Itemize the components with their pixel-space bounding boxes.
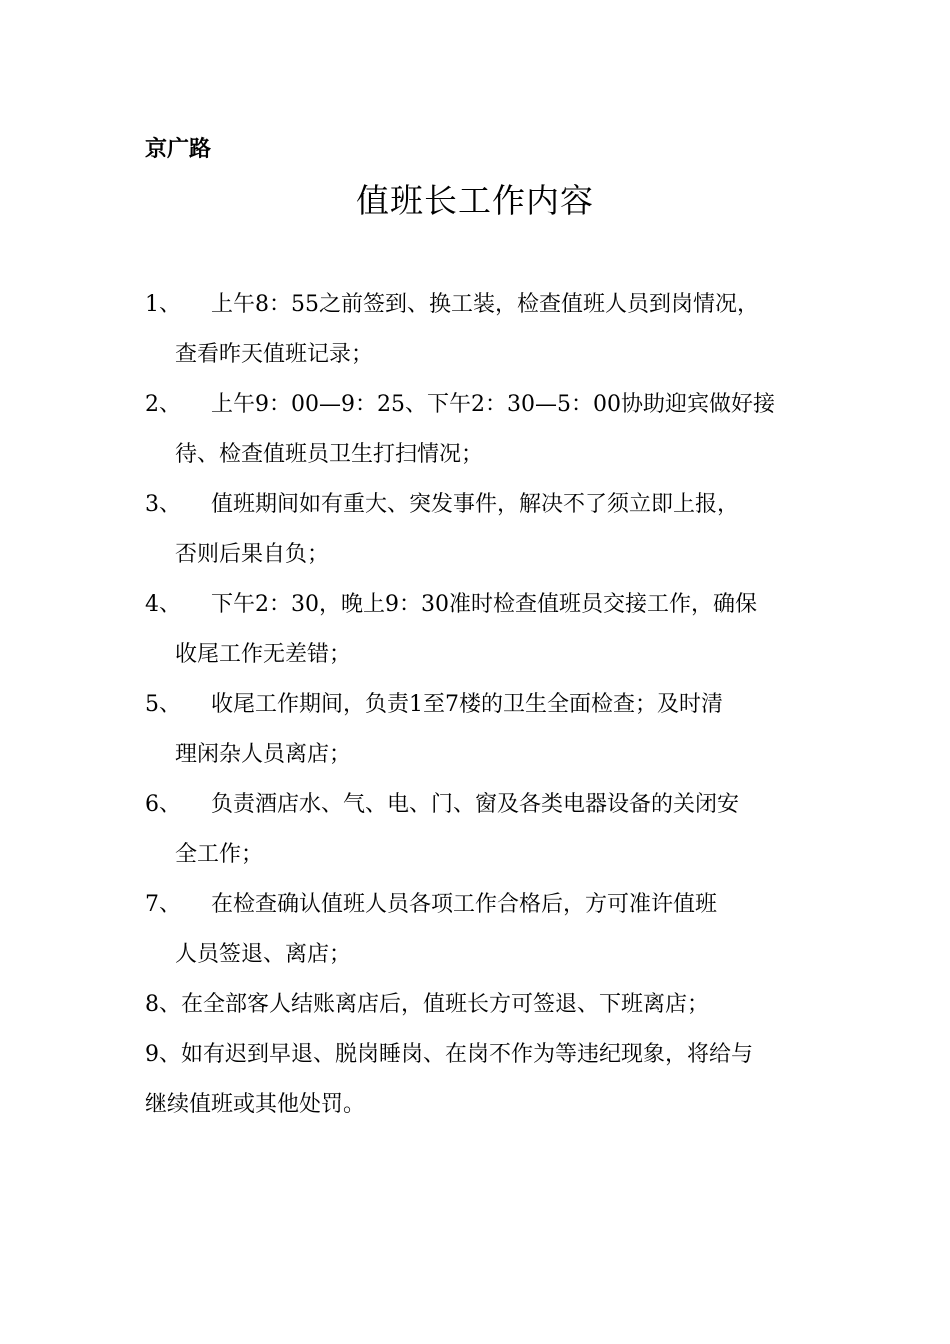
item-text: 负责酒店水、气、电、门、窗及各类电器设备的关闭安: [211, 792, 740, 817]
item-number: 4、: [145, 592, 181, 617]
item-text-continued: 查看昨天值班记录；: [175, 342, 374, 367]
item-text: 如有迟到早退、脱岗睡岗、在岗不作为等违纪现象，将给与: [181, 1042, 754, 1067]
item-text-continued: 继续值班或其他处罚。: [145, 1092, 366, 1117]
list-item: [145, 680, 815, 780]
item-text: 在全部客人结账离店后，值班长方可签退、下班离店；: [181, 992, 710, 1017]
item-text-continued: 人员签退、离店；: [175, 942, 352, 967]
list-item: [145, 980, 815, 1030]
item-number: 7、: [145, 892, 181, 917]
item-number: 8、: [145, 992, 181, 1017]
item-text-continued: 待、检查值班员卫生打扫情况；: [175, 442, 484, 467]
list-item: [145, 580, 815, 680]
item-number: 2、: [145, 392, 181, 417]
item-number: 3、: [145, 492, 181, 517]
item-number: 5、: [145, 692, 181, 717]
item-text: 下午2：30，晚上9：30准时检查值班员交接工作，确保: [211, 592, 757, 617]
document-location-heading: 京广路: [145, 137, 212, 162]
list-item: [145, 780, 815, 880]
item-text: 收尾工作期间，负责1至7楼的卫生全面检查；及时清: [211, 692, 723, 717]
item-number: 1、: [145, 292, 181, 317]
item-text-continued: 全工作；: [175, 842, 264, 867]
item-text: 值班期间如有重大、突发事件，解决不了须立即上报，: [211, 492, 740, 517]
item-text-continued: 否则后果自负；: [175, 542, 330, 567]
document-title: 值班长工作内容: [356, 181, 594, 220]
list-item: [145, 880, 815, 980]
item-text-continued: 收尾工作无差错；: [175, 642, 352, 667]
list-item: [145, 280, 815, 380]
item-number: 6、: [145, 792, 181, 817]
item-text: 上午8：55之前签到、换工装，检查值班人员到岗情况，: [211, 292, 759, 317]
duty-item-list: [145, 280, 815, 1130]
item-number: 9、: [145, 1042, 181, 1067]
list-item: [145, 480, 815, 580]
list-item: [145, 1030, 815, 1130]
list-item: [145, 380, 815, 480]
item-text: 上午9：00—9：25、下午2：30—5：00协助迎宾做好接: [211, 392, 775, 417]
item-text-continued: 理闲杂人员离店；: [175, 742, 352, 767]
item-text: 在检查确认值班人员各项工作合格后，方可准许值班: [211, 892, 718, 917]
